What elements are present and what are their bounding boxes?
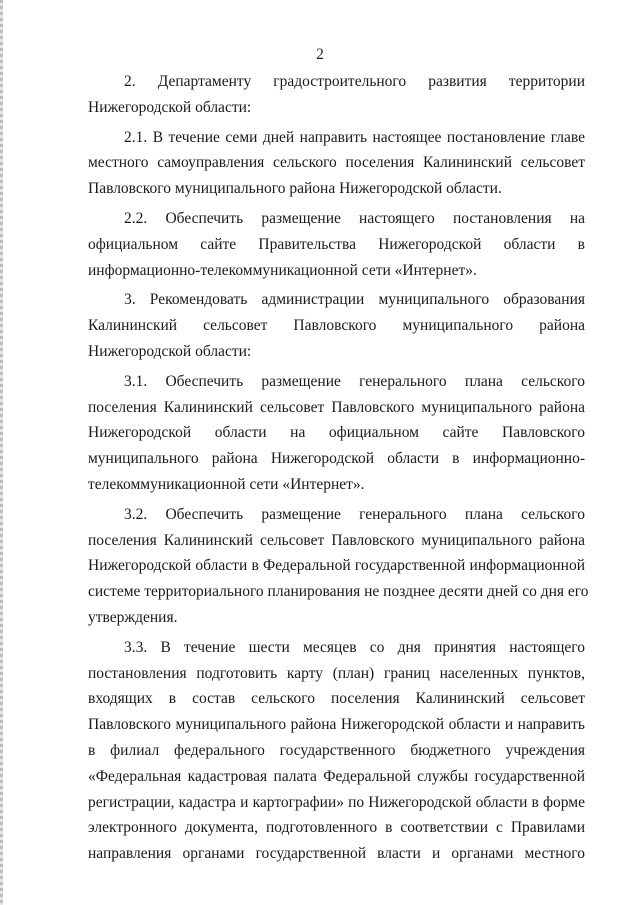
text-line: Нижегородской области в Федеральной государственной информационной (88, 557, 585, 575)
paragraph-3-2 (88, 502, 589, 631)
text-line: телекоммуникационной сети «Интернет». (88, 475, 365, 493)
text-line: регистрации, кадастра и картографии» по Нижегородской области в форме (88, 793, 585, 811)
paragraph-3-1 (88, 369, 585, 498)
text-line: 2.2. Обеспечить размещение настоящего постановления на (124, 209, 585, 227)
text-line: 3. Рекомендовать администрации муниципального образования (124, 291, 585, 309)
text-line: официальном сайте Правительства Нижегородской области в (88, 235, 585, 253)
text-line: Калининский сельсовет Павловского муниципального района (88, 317, 585, 335)
text-line: утверждения. (88, 608, 178, 626)
text-line: поселения Калининский сельсовет Павловского муниципального района (88, 398, 585, 416)
text-line: Нижегородской области: (88, 342, 252, 360)
text-line: Нижегородской области: (88, 98, 252, 116)
text-line: Павловского муниципального района Нижегородской области и направить (88, 716, 585, 734)
paragraph-3 (88, 287, 585, 364)
text-line: муниципального района Нижегородской области в информационно- (88, 450, 585, 468)
text-line: местного самоуправления сельского поселения Калининский сельсовет (88, 154, 585, 172)
text-line: информационно-телекоммуникационной сети «Интернет». (88, 261, 477, 279)
text-line: системе территориального планирования не позднее десяти дней со дня его (88, 583, 589, 601)
paragraph-2 (88, 69, 585, 121)
page-number: 2 (316, 46, 324, 63)
text-line: направления органами государственной власти и органами местного (88, 845, 585, 863)
scan-edge (0, 0, 3, 905)
paragraph-3-3 (88, 635, 585, 867)
text-line: постановления подготовить карту (план) границ населенных пунктов, (88, 664, 585, 682)
text-line: входящих в состав сельского поселения Калининский сельсовет (88, 690, 585, 708)
text-line: «Федеральная кадастровая палата Федеральной службы государственной (88, 767, 585, 785)
text-line: поселения Калининский сельсовет Павловского муниципального района (88, 531, 585, 549)
text-line: Павловского муниципального района Нижегородской области. (88, 180, 502, 198)
text-line: 3.2. Обеспечить размещение генерального плана сельского (124, 505, 585, 523)
text-line: Нижегородской области на официальном сайте Павловского (88, 424, 585, 442)
document-body (88, 69, 589, 867)
text-line: 2.1. В течение семи дней направить настоящее постановление главе (124, 128, 585, 146)
paragraph-2-2 (88, 206, 585, 283)
text-line: 3.3. В течение шести месяцев со дня принятия настоящего (124, 638, 585, 656)
paragraph-2-1 (88, 125, 585, 202)
text-line: 2. Департаменту градостроительного развития территории (124, 73, 585, 90)
text-line: электронного документа, подготовленного в соответствии с Правилами (88, 819, 585, 837)
text-line: 3.1. Обеспечить размещение генерального плана сельского (124, 372, 585, 390)
text-line: в филиал федерального государственного бюджетного учреждения (88, 741, 585, 759)
